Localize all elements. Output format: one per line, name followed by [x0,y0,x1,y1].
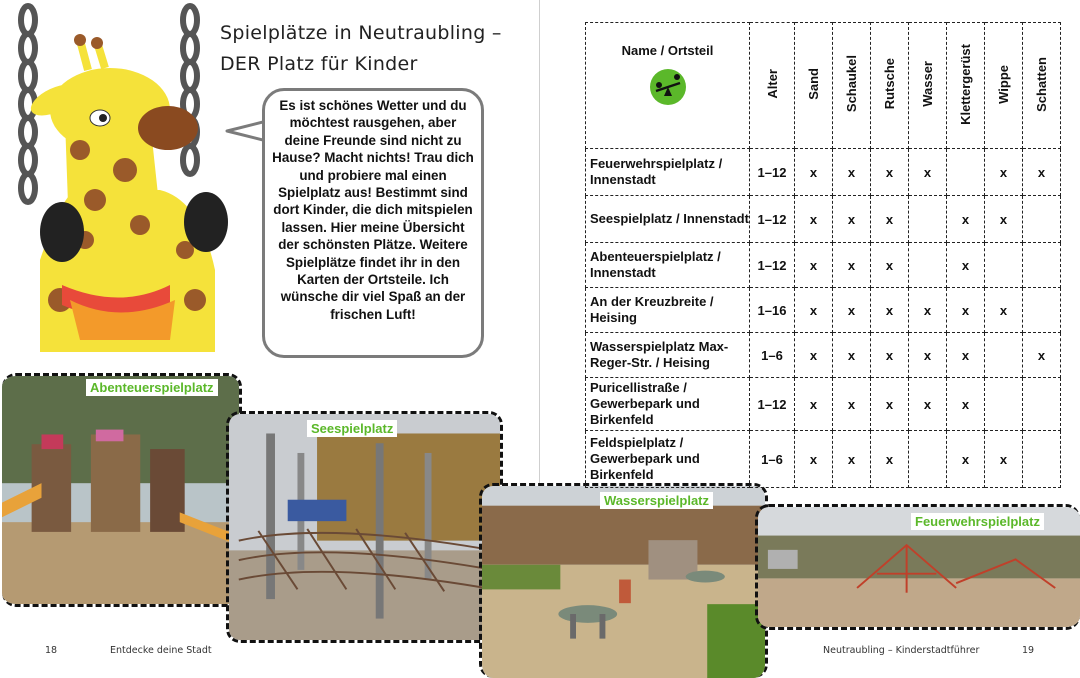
table-header-row [586,23,1061,149]
table-cell-name: Abenteuerspielplatz / Innenstadt [586,243,750,288]
footer-left-page-number: 18 [45,645,58,656]
playground-table [585,22,1061,488]
table-header-name [586,23,750,149]
table-cell-mark: x [795,149,833,196]
table-cell-mark: x [833,431,871,488]
photo-abenteuerspielplatz [2,373,242,607]
table-cell-mark [909,431,947,488]
table-cell-mark [909,196,947,243]
column-label-wippe: Wippe [996,64,1011,104]
table-cell-mark: x [795,431,833,488]
table-row [586,431,1061,488]
table-cell-mark: x [909,333,947,378]
seesaw-icon [649,68,687,106]
column-label-schatten: Schatten [1034,56,1049,112]
table-cell-mark: x [833,149,871,196]
table-cell-name: Puricellistraße / Gewerbepark und Birkenfeld [586,378,750,431]
column-label-alter: Alter [764,69,780,99]
table-cell-age: 1–6 [750,333,795,378]
table-cell-mark [909,243,947,288]
table-cell-mark: x [1023,149,1061,196]
page-title-line-1: Spielplätze in Neutraubling – [220,22,502,44]
table-cell-mark [1023,243,1061,288]
page-title [220,18,502,80]
table-cell-age: 1–12 [750,378,795,431]
table-cell-age: 1–12 [750,243,795,288]
table-cell-mark: x [833,378,871,431]
table-row [586,243,1061,288]
photo-feuerwehrspielplatz [755,504,1080,630]
photo-label-seespielplatz: Seespielplatz [307,420,397,437]
table-cell-mark: x [947,288,985,333]
table-cell-mark: x [1023,333,1061,378]
table-cell-mark [1023,288,1061,333]
table-cell-name: Wasserspielplatz Max-Reger-Str. / Heising [586,333,750,378]
table-cell-mark: x [795,196,833,243]
table-cell-mark [985,243,1023,288]
table-cell-mark: x [985,288,1023,333]
table-header-name-text: Name / Ortsteil [621,43,714,58]
table-cell-mark: x [833,243,871,288]
table-cell-mark: x [871,149,909,196]
table-cell-mark: x [947,196,985,243]
table-cell-mark: x [795,333,833,378]
photo-wasserspielplatz [479,483,768,678]
column-label-rutsche: Rutsche [882,58,897,110]
photo-seespielplatz [226,411,503,643]
table-cell-mark: x [909,149,947,196]
column-label-klettergeruest: Klettergerüst [958,43,973,125]
table-body [586,149,1061,488]
speech-bubble [262,88,484,358]
table-header-schaukel [833,23,871,149]
table-cell-mark: x [833,196,871,243]
table-cell-age: 1–16 [750,288,795,333]
footer-left-text: Entdecke deine Stadt [110,645,212,656]
table-cell-mark: x [795,243,833,288]
table-header-alter [750,23,795,149]
table-cell-mark: x [985,431,1023,488]
table-header-schatten [1023,23,1061,149]
table-row [586,196,1061,243]
table-cell-mark: x [947,333,985,378]
table-cell-mark: x [795,378,833,431]
table-cell-mark: x [795,288,833,333]
table-cell-mark [947,149,985,196]
table-cell-name: Seespielplatz / Innenstadt [586,196,750,243]
table-cell-mark [1023,196,1061,243]
photo-label-wasserspielplatz: Wasserspielplatz [600,492,713,509]
table-cell-mark: x [947,243,985,288]
table-cell-mark: x [871,288,909,333]
table-cell-age: 1–12 [750,149,795,196]
footer-right-text: Neutraubling – Kinderstadtführer [823,645,980,656]
table-cell-mark: x [833,333,871,378]
table-cell-mark: x [985,196,1023,243]
column-label-schaukel: Schaukel [844,55,859,113]
column-label-sand: Sand [806,68,821,100]
table-cell-mark: x [871,243,909,288]
speech-bubble-tail [225,118,267,144]
table-row [586,378,1061,431]
table-cell-mark: x [909,288,947,333]
table-cell-age: 1–12 [750,196,795,243]
table-row [586,288,1061,333]
table-cell-mark: x [871,378,909,431]
table-cell-name: Feldspielplatz / Gewerbepark und Birkenfeld [586,431,750,488]
table-cell-mark [1023,431,1061,488]
giraffe-illustration [0,0,230,352]
table-row [586,149,1061,196]
table-cell-mark: x [871,196,909,243]
table-cell-mark: x [947,431,985,488]
table-cell-mark: x [871,333,909,378]
table-header-sand [795,23,833,149]
table-cell-mark: x [833,288,871,333]
column-label-wasser: Wasser [920,61,935,107]
table-cell-mark: x [871,431,909,488]
table-cell-mark: x [909,378,947,431]
page-title-line-2: DER Platz für Kinder [220,53,418,75]
table-cell-mark [1023,378,1061,431]
table-header-klettergeruest [947,23,985,149]
footer-right-page-number: 19 [1022,645,1035,656]
table-header-wippe [985,23,1023,149]
photo-label-abenteuerspielplatz: Abenteuerspielplatz [86,379,218,396]
photo-label-feuerwehrspielplatz: Feuerwehrspielplatz [911,513,1044,530]
speech-bubble-text: Es ist schönes Wetter und du möchtest rausgehen, aber deine Freunde sind nicht zu Hause? Macht nichts! Trau dich und probiere mal einen Spielplatz aus! Bestimmt sind dort Kinder, die dich mitspielen lassen. Hier meine Übersicht der schönsten Plätze. Weitere Spielplätze findet ihr in den Karten der Ortsteile. Ich wünsche dir viel Spaß an der frischen Luft! [272,98,474,322]
table-cell-mark: x [985,149,1023,196]
table-cell-name: An der Kreuzbreite / Heising [586,288,750,333]
table-cell-mark [985,378,1023,431]
table-cell-mark: x [947,378,985,431]
table-cell-age: 1–6 [750,431,795,488]
table-cell-name: Feuerwehrspielplatz / Innenstadt [586,149,750,196]
table-header-wasser [909,23,947,149]
table-cell-mark [985,333,1023,378]
table-row [586,333,1061,378]
table-header-rutsche [871,23,909,149]
